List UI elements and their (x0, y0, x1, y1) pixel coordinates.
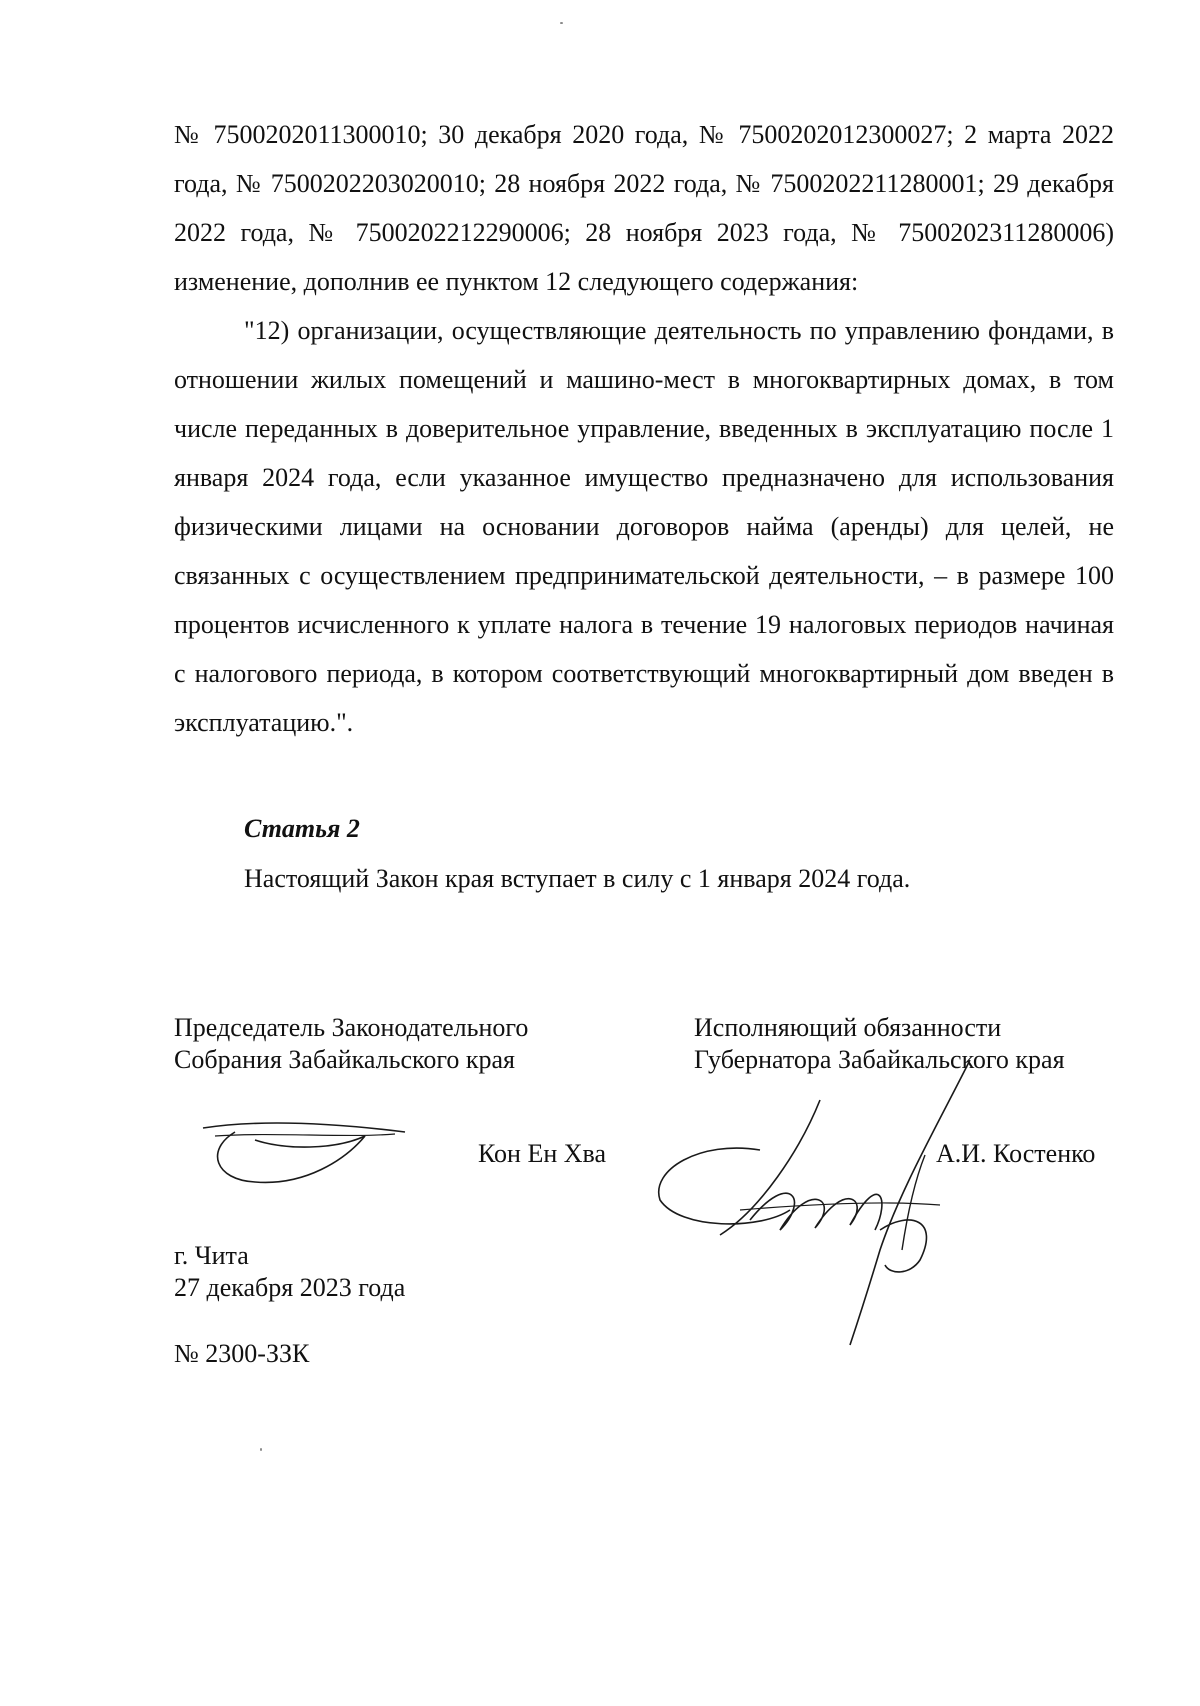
paragraph-amendment-history: № 7500202011300010; 30 декабря 2020 года, № 7500202012300027; 2 марта 2022 года, № 7500202203020010; 28 ноября 2022 года, № 7500202211280001; 29 декабря 2022 года, № 7500202212290006; 28 ноября 2023 года, № 7500202311280006) изменение, дополнив ее пунктом 12 следующего содержания: (174, 120, 1114, 296)
right-title-line1: Исполняющий обязанности (694, 1013, 1002, 1042)
body-text (174, 110, 1114, 747)
article-heading: Статья 2 (244, 814, 360, 843)
left-signatory-name: Кон Ен Хва (478, 1139, 607, 1168)
right-handwritten-signature (640, 1060, 970, 1350)
left-title-line2: Собрания Забайкальского края (174, 1045, 515, 1074)
scan-speck (560, 22, 563, 24)
place: г. Чита (174, 1241, 249, 1270)
left-handwritten-signature (195, 1110, 415, 1200)
left-title-line1: Председатель Законодательного (174, 1013, 529, 1042)
law-number: № 2300-ЗЗК (174, 1339, 310, 1368)
scan-speck (260, 1448, 262, 1451)
article-text: Настоящий Закон края вступает в силу с 1 января 2024 года. (244, 864, 911, 893)
place-and-date (174, 1240, 405, 1304)
right-signatory-name: А.И. Костенко (936, 1139, 1096, 1168)
left-signatory-title (174, 1012, 528, 1076)
right-title-line2: Губернатора Забайкальского края (694, 1045, 1065, 1074)
date: 27 декабря 2023 года (174, 1273, 406, 1302)
paragraph-point-12: "12) организации, осуществляющие деятельность по управлению фондами, в отношении жилых помещений и машино-мест в многоквартирных домах, в том числе переданных в доверительное управление, введенных в эксплуатацию после 1 января 2024 года, если указанное имущество предназначено для использования физическими лицами на основании договоров найма (аренды) для целей, не связанных с осуществлением предпринимательской деятельности, – в размере 100 процентов исчисленного к уплате налога в течение 19 налоговых периодов начиная с налогового периода, в котором соответствующий многоквартирный дом введен в эксплуатацию.". (174, 316, 1114, 737)
